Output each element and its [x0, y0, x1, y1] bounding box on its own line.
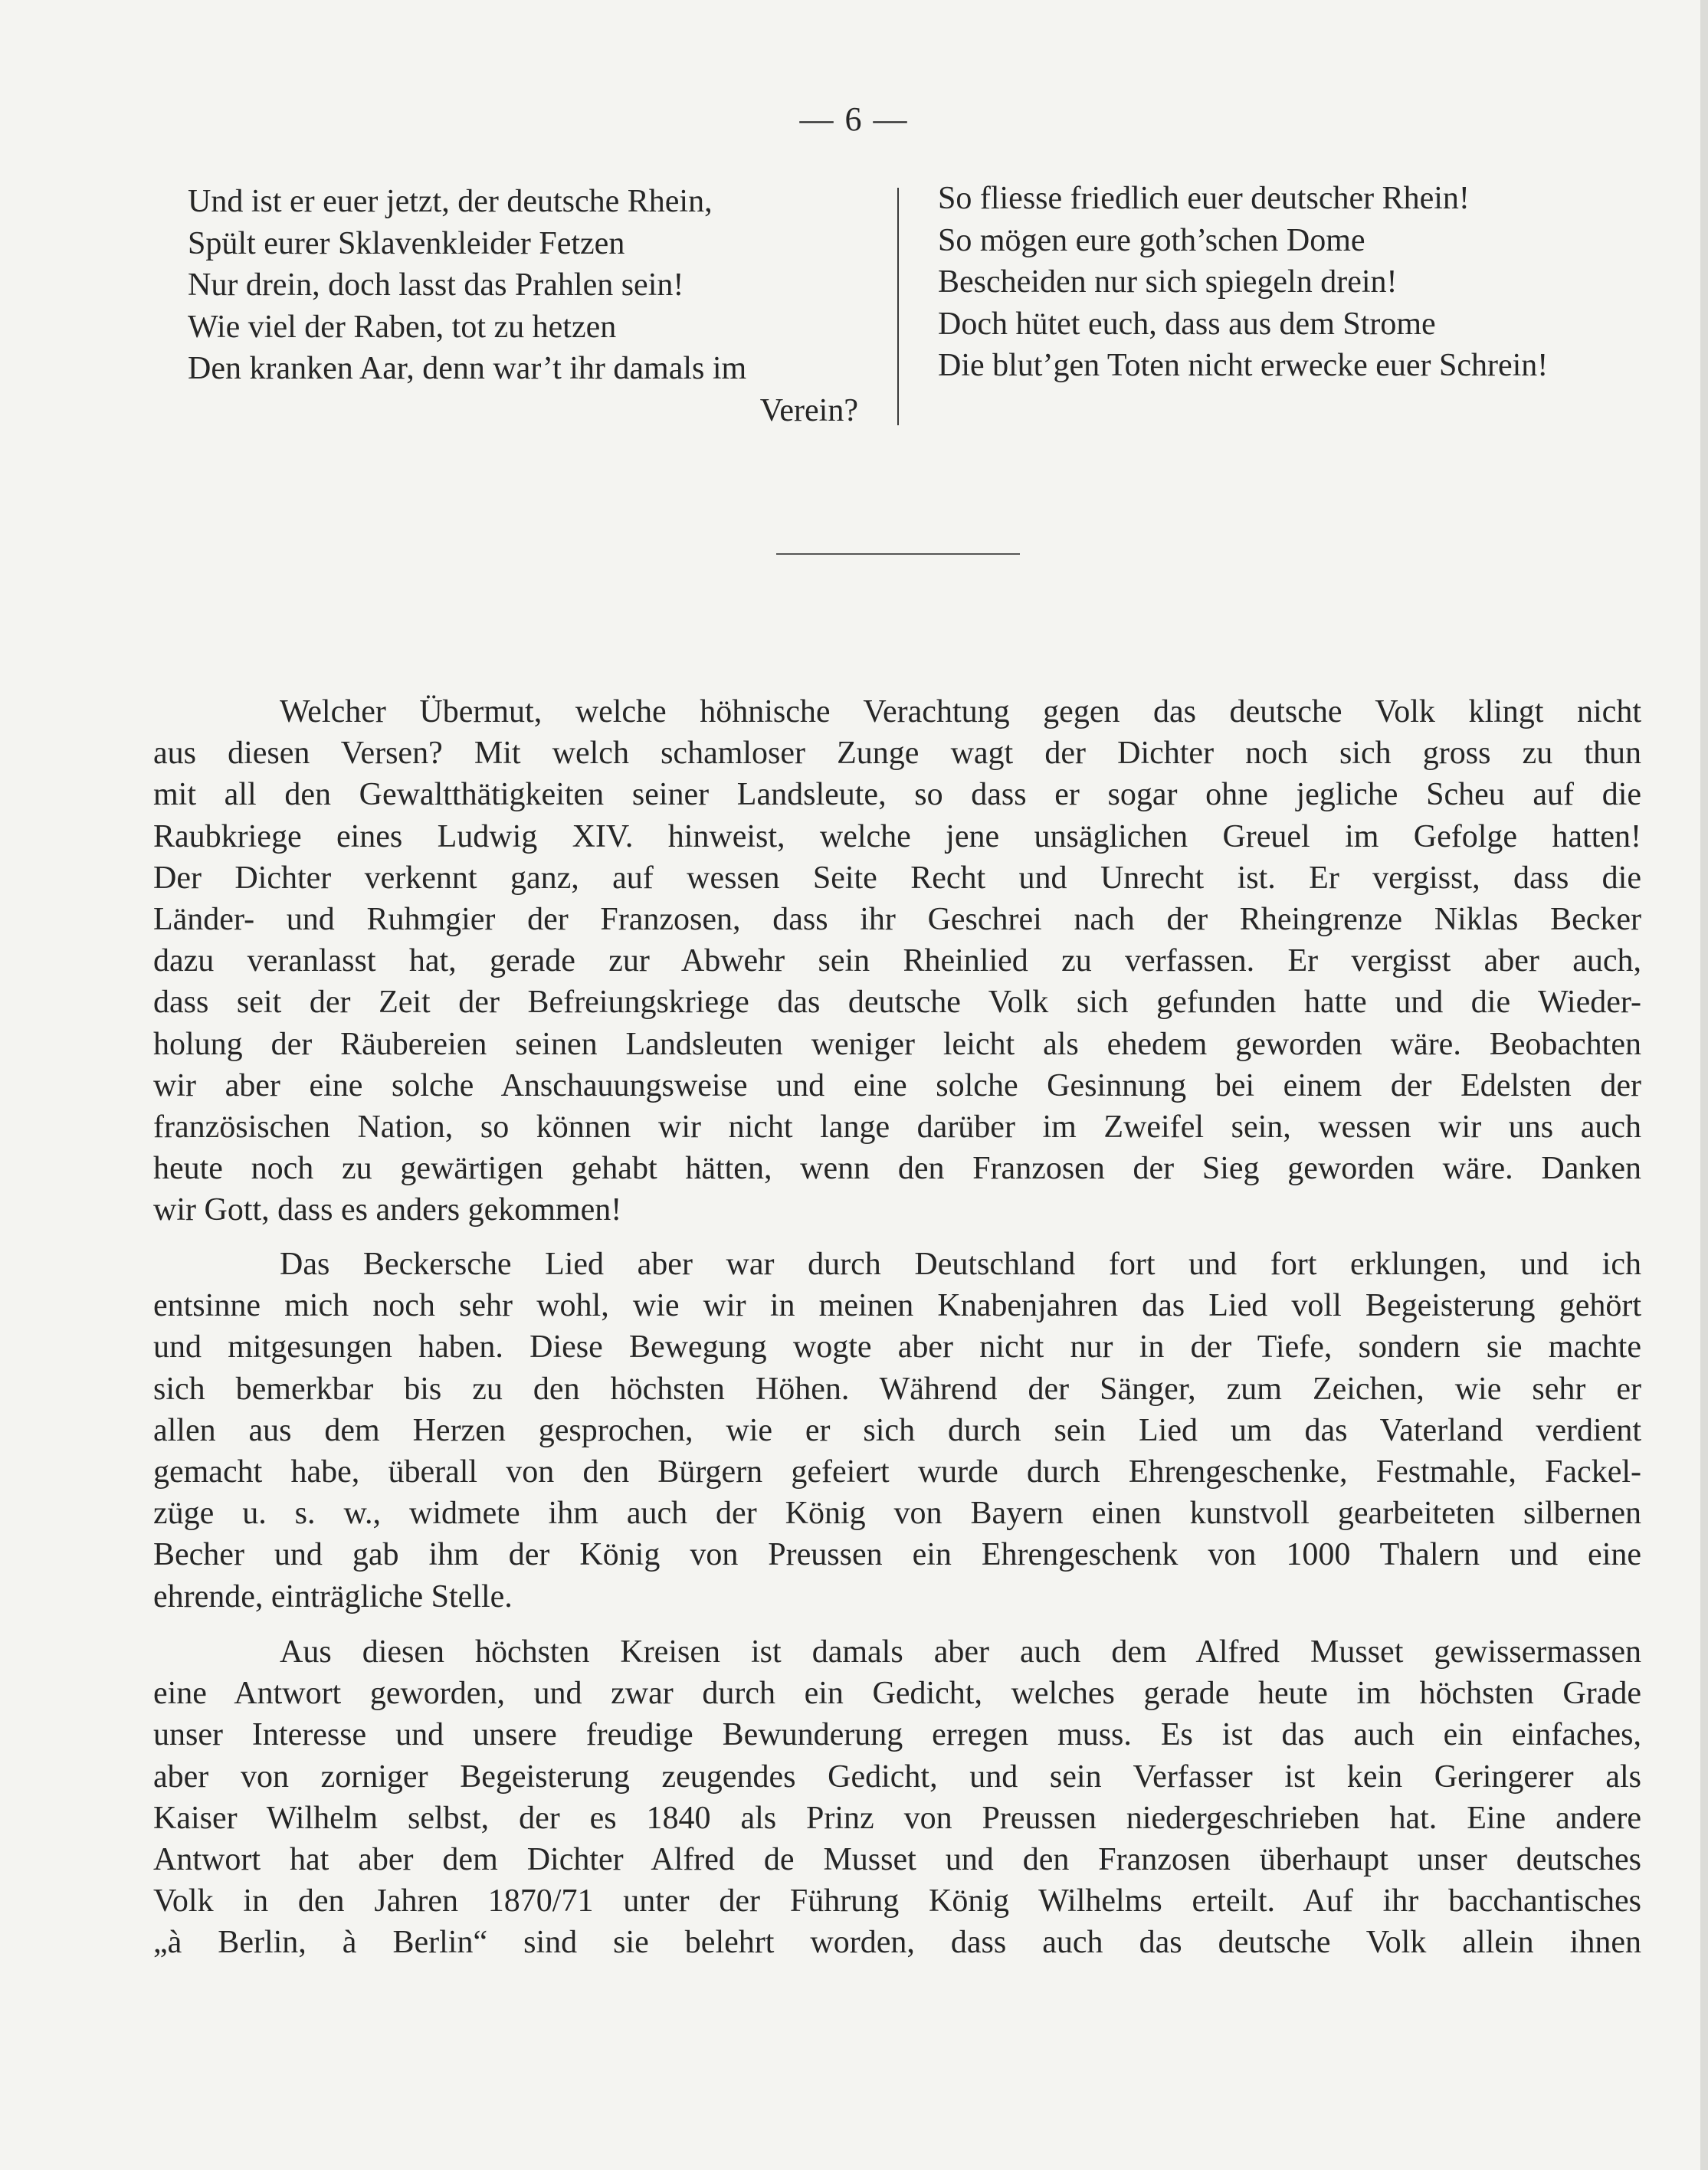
text-line: Das Beckersche Lied aber war durch Deutschland fort und fort erklungen, und ich [280, 1247, 1641, 1282]
text-line: sich bemerkbar bis zu den höchsten Höhen. Während der Sänger, zum Zeichen, wie sehr er [153, 1371, 1641, 1407]
text-line: wir aber eine solche Anschauungsweise und eine solche Gesinnung bei einem der Edelsten der [153, 1067, 1641, 1103]
text-line: aus diesen Versen? Mit welch schamloser Zunge wagt der Dichter noch sich gross zu thun [153, 736, 1641, 772]
text-line: entsinne mich noch sehr wohl, wie wir in meinen Knabenjahren das Lied voll Begeisterung gehört [153, 1288, 1641, 1324]
page-edge [1700, 0, 1708, 2170]
text-line: Aus diesen höchsten Kreisen ist damals aber auch dem Alfred Musset gewissermassen [280, 1634, 1641, 1670]
poem-left-column [188, 181, 858, 431]
text-line: eine Antwort geworden, und zwar durch ein Gedicht, welches gerade heute im höchsten Grade [153, 1676, 1641, 1712]
section-divider [776, 553, 1020, 555]
poem-line: Doch hütet euch, dass aus dem Strome [938, 306, 1436, 342]
text-line: mit all den Gewaltthätigkeiten seiner Landsleute, so dass er sogar ohne jegliche Scheu auf die [153, 777, 1641, 813]
text-line: und mitgesungen haben. Diese Bewegung wogte aber nicht nur in der Tiefe, sondern sie machte [153, 1329, 1641, 1365]
text-line: aber von zorniger Begeisterung zeugendes Gedicht, und sein Verfasser ist kein Geringerer als [153, 1759, 1641, 1795]
text-line: holung der Räubereien seinen Landsleuten weniger leicht als ehedem geworden wäre. Beobachten [153, 1026, 1641, 1062]
text-line: unser Interesse und unsere freudige Bewunderung erregen muss. Es ist das auch ein einfaches, [153, 1717, 1641, 1753]
text-line: Welcher Übermut, welche höhnische Verachtung gegen das deutsche Volk klingt nicht [280, 694, 1641, 729]
poem-line: Die blut’gen Toten nicht erwecke euer Schrein! [938, 348, 1549, 383]
text-line: französischen Nation, so können wir nicht lange darüber im Zweifel sein, wessen wir uns auch [153, 1110, 1641, 1146]
text-line: Länder- und Ruhmgier der Franzosen, dass ihr Geschrei nach der Rheingrenze Niklas Becker [153, 902, 1641, 938]
poem-line: Nur drein, doch lasst das Prahlen sein! [188, 267, 684, 303]
paragraph-2 [153, 1244, 1641, 1618]
paragraph-3 [153, 1631, 1641, 1964]
poem-line: Spült eurer Sklavenkleider Fetzen [188, 225, 625, 261]
text-line: „à Berlin, à Berlin“ sind sie belehrt worden, dass auch das deutsche Volk allein ihnen [153, 1925, 1641, 1961]
text-line: allen aus dem Herzen gesprochen, wie er sich durch sein Lied um das Vaterland verdient [153, 1412, 1641, 1448]
paragraph-1 [153, 691, 1641, 1231]
poem-line: Bescheiden nur sich spiegeln drein! [938, 264, 1398, 300]
poem-line: So fliesse friedlich euer deutscher Rhein! [938, 181, 1470, 216]
text-line: gemacht habe, überall von den Bürgern gefeiert wurde durch Ehrengeschenke, Festmahle, Fackel- [153, 1454, 1641, 1490]
text-line: Raubkriege eines Ludwig XIV. hinweist, welche jene unsäglichen Greuel im Gefolge hatten! [153, 818, 1641, 854]
text-line: Der Dichter verkennt ganz, auf wessen Seite Recht und Unrecht ist. Er vergisst, dass die [153, 860, 1641, 896]
poem-line: Und ist er euer jetzt, der deutsche Rhein, [188, 184, 713, 219]
page-number: — 6 — [799, 100, 909, 138]
column-divider [897, 188, 899, 425]
poem-line: Den kranken Aar, denn war’t ihr damals im [188, 351, 747, 386]
text-line: Volk in den Jahren 1870/71 unter der Führung König Wilhelms erteilt. Auf ihr bacchantisches [153, 1883, 1641, 1919]
text-line: Becher und gab ihm der König von Preussen ein Ehrengeschenk von 1000 Thalern und eine [153, 1537, 1641, 1573]
text-line: züge u. s. w., widmete ihm auch der König von Bayern einen kunstvoll gearbeiteten silbernen [153, 1496, 1641, 1532]
text-line: Antwort hat aber dem Dichter Alfred de Musset und den Franzosen überhaupt unser deutsches [153, 1842, 1641, 1878]
text-line: wir Gott, dass es anders gekommen! [153, 1192, 622, 1228]
text-line: heute noch zu gewärtigen gehabt hätten, wenn den Franzosen der Sieg geworden wäre. Danken [153, 1151, 1641, 1187]
text-line: Kaiser Wilhelm selbst, der es 1840 als Prinz von Preussen niedergeschrieben hat. Eine andere [153, 1800, 1641, 1836]
poem-line: So mögen eure goth’schen Dome [938, 222, 1365, 258]
poem-line: Verein? [759, 392, 858, 428]
poem-line: Wie viel der Raben, tot zu hetzen [188, 309, 617, 345]
poem-right-column [938, 178, 1658, 387]
text-line: dass seit der Zeit der Befreiungskriege das deutsche Volk sich gefunden hatte und die Wieder- [153, 985, 1641, 1021]
text-line: dazu veranlasst hat, gerade zur Abwehr sein Rheinlied zu verfassen. Er vergisst aber auch, [153, 943, 1641, 979]
text-line: ehrende, einträgliche Stelle. [153, 1578, 513, 1614]
